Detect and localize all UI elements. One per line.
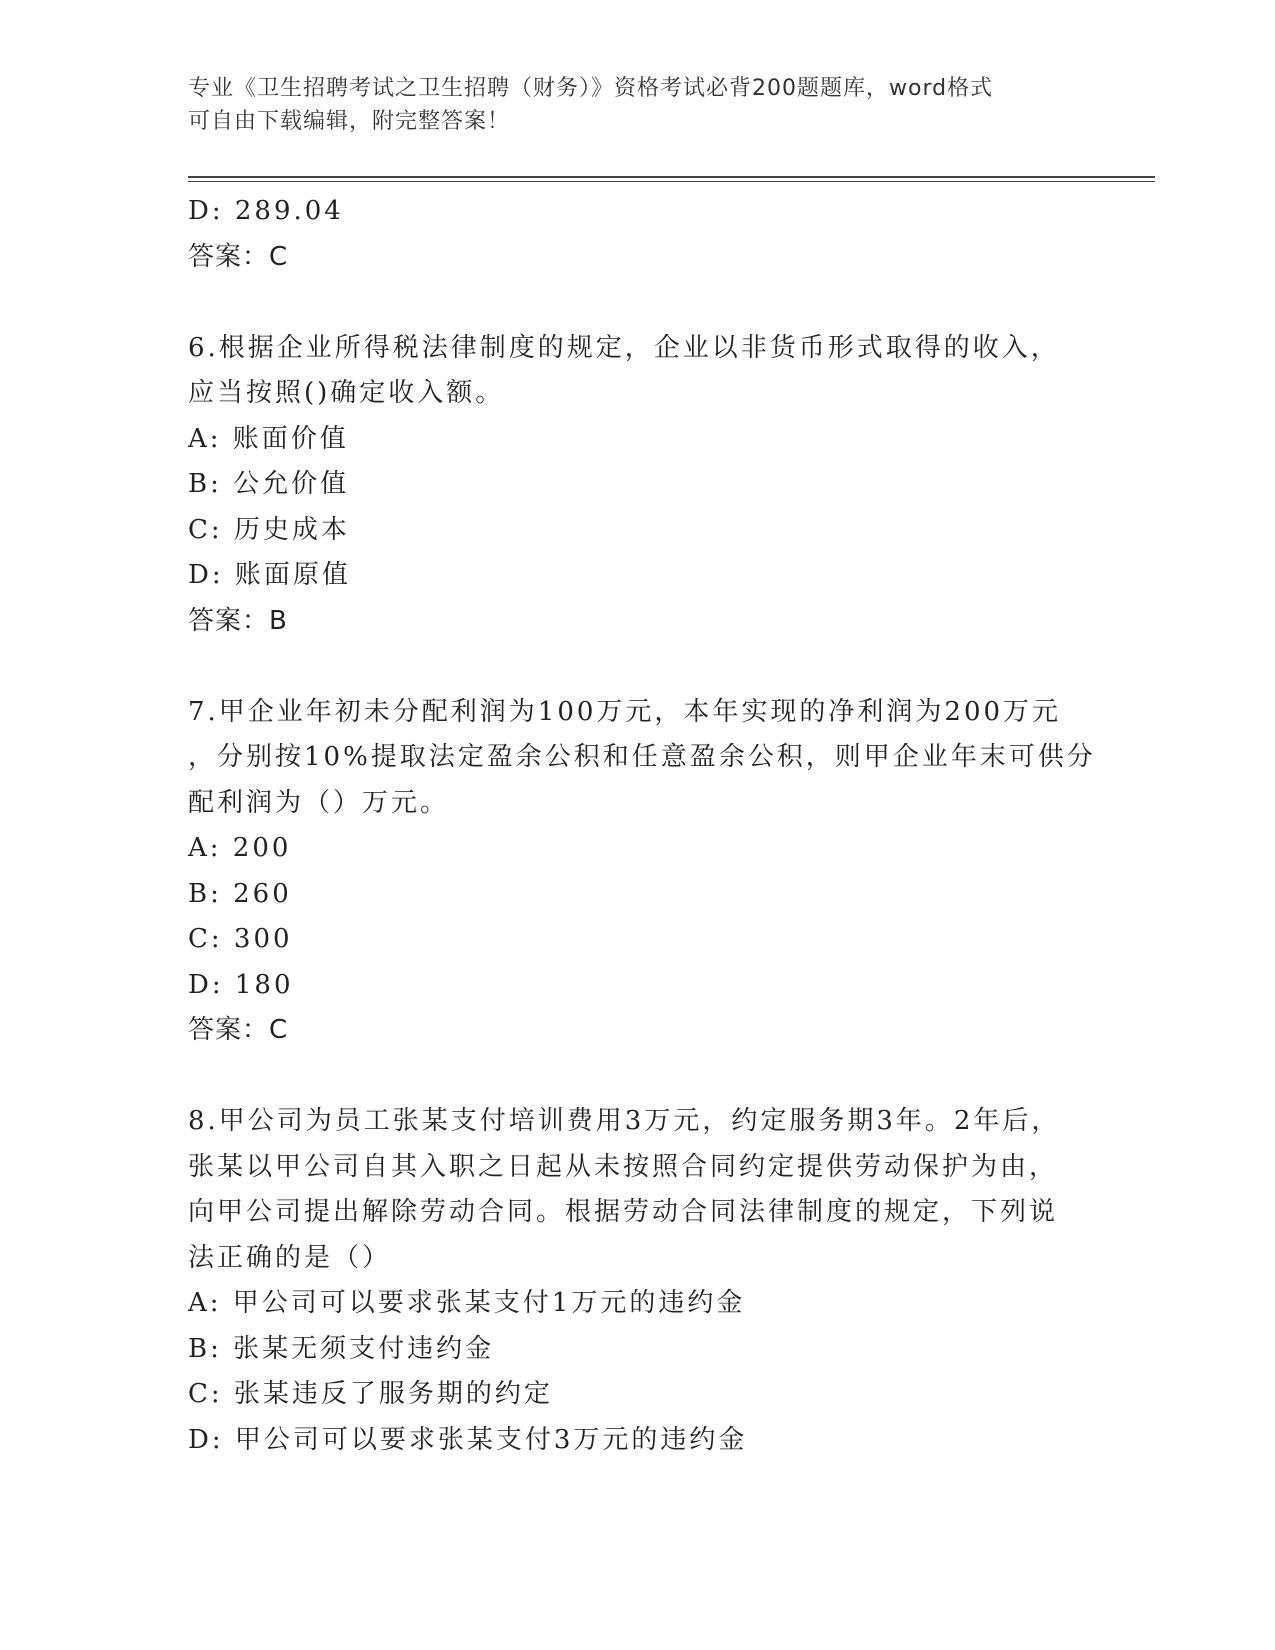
- header-title-line-1: 专业《卫生招聘考试之卫生招聘（财务）》资格考试必背200题题库，word格式: [188, 76, 994, 101]
- option-b: B: 公允价值: [188, 469, 350, 499]
- question-text: 6.根据企业所得税法律制度的规定，企业以非货币形式取得的收入，: [188, 332, 1060, 363]
- question-text: 向甲公司提出解除劳动合同。根据劳动合同法律制度的规定，下列说: [188, 1197, 1059, 1227]
- answer-line: 答案：C: [188, 1015, 289, 1045]
- option-d: D: 账面原值: [188, 560, 351, 590]
- document-header: [188, 72, 1068, 138]
- option-a: A: 甲公司可以要求张某支付1万元的违约金: [188, 1288, 746, 1318]
- question-text: 张某以甲公司自其入职之日起从未按照合同约定提供劳动保护为由，: [188, 1151, 1059, 1182]
- header-title-line-2: 可自由下载编辑，附完整答案！: [188, 109, 511, 134]
- spacer: [188, 644, 1088, 690]
- question-text: 法正确的是（）: [188, 1242, 392, 1273]
- option-d: D: 甲公司可以要求张某支付3万元的违约金: [188, 1424, 748, 1455]
- question-7: [188, 690, 1096, 1054]
- option-a: A: 账面价值: [188, 423, 349, 454]
- option-c: C: 历史成本: [188, 514, 350, 545]
- header-divider: [188, 176, 1155, 178]
- answer-line: 答案：C: [188, 241, 289, 272]
- header-divider-thin: [188, 181, 1155, 182]
- question-text: 配利润为（）万元。: [188, 787, 450, 818]
- option-a: A: 200: [188, 833, 292, 863]
- question-text: ，分别按10%提取法定盈余公积和任意盈余公积，则甲企业年末可供分: [188, 742, 1096, 772]
- option-d: D: 180: [188, 969, 294, 1000]
- option-b: B: 张某无须支付违约金: [188, 1333, 495, 1364]
- option-c: C: 300: [188, 924, 293, 954]
- spacer: [188, 1054, 1088, 1100]
- question-8: [188, 1099, 1088, 1463]
- spacer: [188, 280, 1088, 326]
- question-text: 应当按照()确定收入额。: [188, 378, 505, 408]
- question-text: 8.甲公司为员工张某支付培训费用3万元，约定服务期3年。2年后，: [188, 1106, 1061, 1136]
- option-c: C: 张某违反了服务期的约定: [188, 1379, 553, 1409]
- answer-line: 答案：B: [188, 605, 288, 636]
- document-body: [188, 189, 1096, 1463]
- question-6: [188, 326, 1088, 645]
- option-d: D: 289.04: [188, 196, 344, 226]
- question-text: 7.甲企业年初未分配利润为100万元，本年实现的净利润为200万元: [188, 696, 1062, 727]
- option-b: B: 260: [188, 878, 292, 909]
